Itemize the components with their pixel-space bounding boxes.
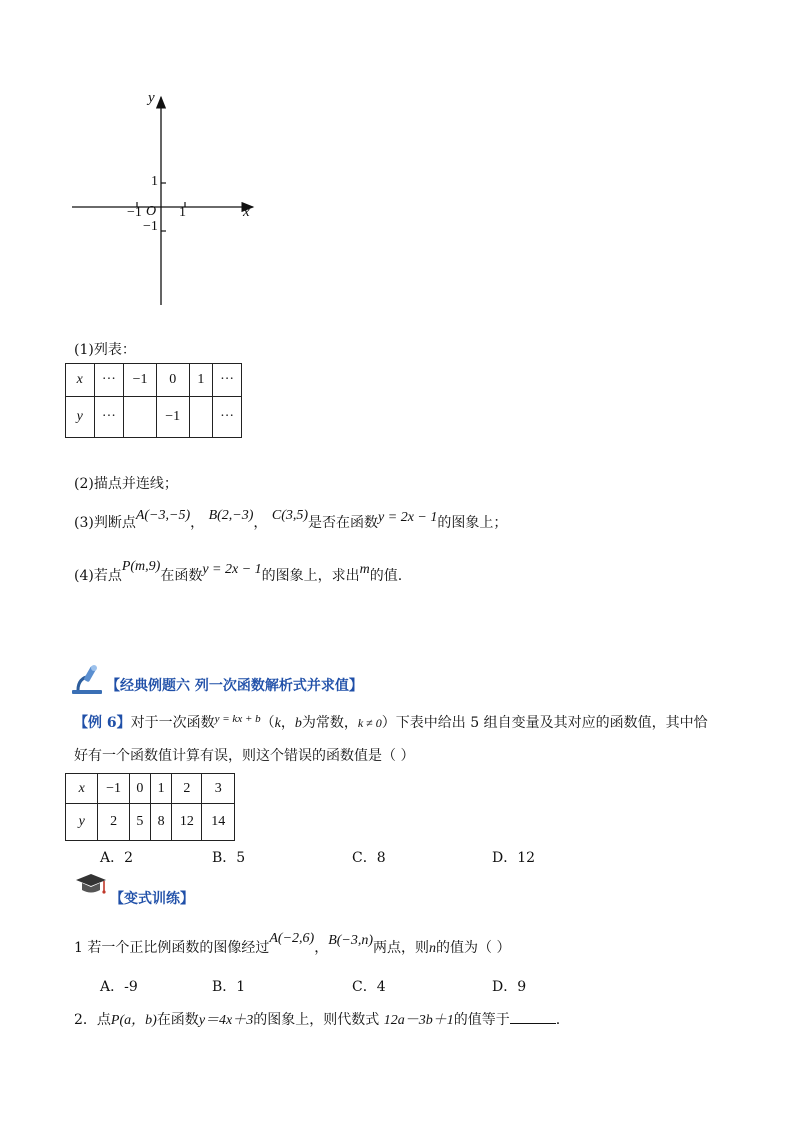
cell: 0 (156, 364, 189, 397)
microscope-icon (70, 664, 106, 696)
cell: −1 (156, 397, 189, 438)
cell: 2 (172, 774, 202, 804)
cell: 8 (151, 804, 172, 841)
variant1-question: 1 若一个正比例函数的图像经过A(−2,6)，B(−3,n)两点，则n的值为（ ） (74, 931, 511, 956)
coordinate-axes (60, 85, 270, 315)
cell: y (66, 397, 95, 438)
cell: 14 (202, 804, 235, 841)
cell: 3 (202, 774, 235, 804)
q1-part2: (2)描点并连线； (74, 476, 178, 492)
q1-part1: (1)列表： (74, 342, 136, 358)
example6-choice-c[interactable]: C．8 (352, 850, 386, 866)
graduation-cap-icon (74, 872, 108, 896)
answer-blank[interactable] (510, 1009, 556, 1024)
variant1-choice-a[interactable]: A．-9 (100, 979, 138, 995)
tick-x-1: 1 (179, 205, 186, 220)
cell: 12 (172, 804, 202, 841)
cell: ··· (94, 397, 124, 438)
q1-value-table (65, 363, 242, 438)
variant1-choice-d[interactable]: D．9 (492, 979, 527, 995)
cell: y (66, 804, 98, 841)
cell: −1 (98, 774, 129, 804)
cell: x (66, 774, 98, 804)
cell (124, 397, 157, 438)
example6-line1: 【例 6】对于一次函数$^{y = kx + b}$（k，b为常数，k ≠ 0）下表中给出 5 组自变量及其对应的函数值，其中恰 (74, 713, 708, 731)
cell: −1 (124, 364, 157, 397)
section-title: 【经典例题六 列一次函数解析式并求值】 (106, 678, 363, 694)
cell: 1 (189, 364, 213, 397)
example6-choice-d[interactable]: D．12 (492, 850, 536, 866)
variant1-choice-b[interactable]: B．1 (212, 979, 246, 995)
cell: 2 (98, 804, 129, 841)
example6-choice-a[interactable]: A．2 (100, 850, 134, 866)
cell: ··· (213, 364, 242, 397)
tick-y-neg1: −1 (143, 219, 158, 234)
example6-table (65, 773, 235, 841)
tick-y-1: 1 (151, 174, 158, 189)
cell: 5 (129, 804, 150, 841)
x-axis-label: x (243, 204, 250, 220)
cell: x (66, 364, 95, 397)
variant-title: 【变式训练】 (110, 891, 194, 907)
cell: 1 (151, 774, 172, 804)
y-axis-label: y (148, 90, 155, 106)
example6-line2: 好有一个函数值计算有误，则这个错误的函数值是（ ） (74, 748, 415, 764)
variant2-question: 2．点P(a，b)在函数y＝4x＋3的图象上，则代数式 12a－3b＋1的值等于 . (74, 1009, 560, 1029)
q1-part4: (4)若点P(m,9)在函数y = 2x − 1的图象上，求出m的值. (74, 559, 403, 584)
q1-part3: (3)判断点A(−3,−5)， B(2,−3)， C(3,5)是否在函数y = 2x − 1的图象上； (74, 508, 508, 531)
cell: ··· (213, 397, 242, 438)
cell (189, 397, 213, 438)
origin-label: O (146, 204, 157, 219)
cell: 0 (129, 774, 150, 804)
tick-x-neg1: −1 (127, 205, 142, 220)
variant1-choice-c[interactable]: C．4 (352, 979, 386, 995)
cell: ··· (94, 364, 124, 397)
example6-choice-b[interactable]: B．5 (212, 850, 246, 866)
